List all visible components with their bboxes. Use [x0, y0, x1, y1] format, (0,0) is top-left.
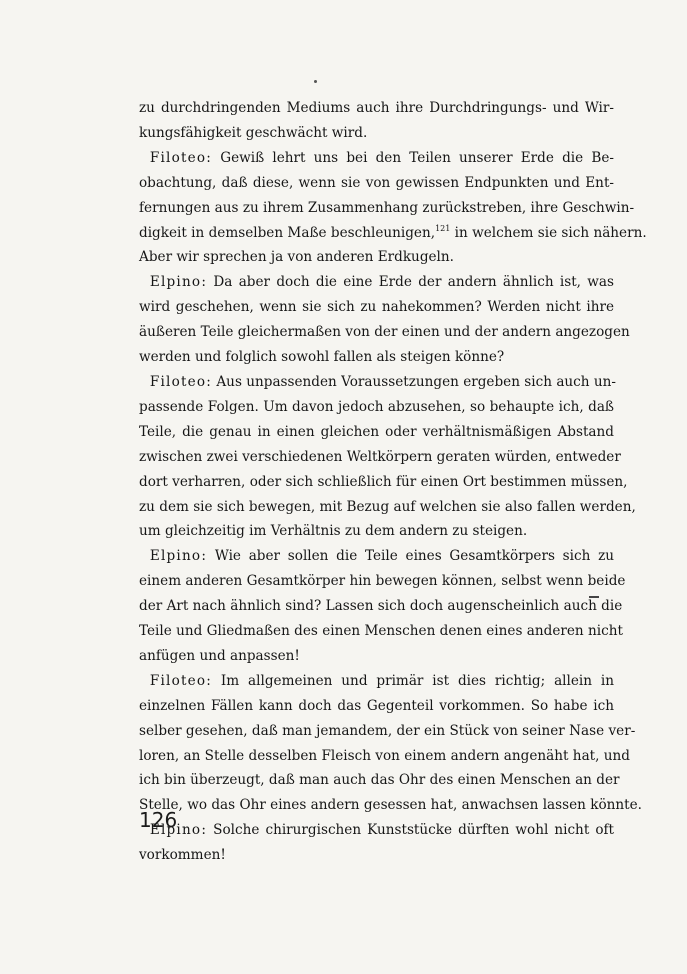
text-line: fernungen aus zu ihrem Zusammenhang zurückstreben, ihre Geschwin- [139, 199, 635, 216]
text-line [139, 221, 647, 246]
text-line: selber gesehen, daß man jemandem, der ein Stück von seiner Nase ver- [139, 722, 636, 739]
speaker-name: Elpino: [149, 274, 208, 291]
speaker-name: Elpino: [149, 548, 208, 565]
text-line: Teile, die genau in einen gleichen oder verhältnismäßigen Abstand [139, 423, 614, 440]
page-number: 126 [139, 808, 178, 832]
text-line: vorkommen! [139, 847, 226, 864]
text-line: loren, an Stelle desselben Fleisch von einem andern angenäht hat, und [139, 747, 630, 764]
text-line [139, 818, 614, 843]
text-line: kungsfähigkeit geschwächt wird. [139, 124, 368, 141]
text-fragment: in welchem sie sich nähern. [450, 224, 647, 241]
text-fragment: Wie aber sollen die Teile eines Gesamtkörpers sich zu [207, 548, 614, 565]
text-line: Aber wir sprechen ja von anderen Erdkugeln. [139, 249, 454, 266]
text-fragment: digkeit in demselben Maße beschleunigen, [139, 224, 436, 241]
text-line: um gleichzeitig im Verhältnis zu dem andern zu steigen. [139, 523, 528, 540]
text-line [139, 370, 614, 395]
text-line: zwischen zwei verschiedenen Weltkörpern geraten würden, entweder [139, 448, 621, 465]
text-line: einzelnen Fällen kann doch das Gegenteil vorkommen. So habe ich [139, 697, 614, 714]
text-fragment: Solche chirurgischen Kunststücke dürften wohl nicht oft [207, 822, 614, 839]
text-line: der Art nach ähnlich sind? Lassen sich doch augenscheinlich auch die [139, 598, 623, 615]
text-line: obachtung, daß diese, wenn sie von gewissen Endpunkten und Ent- [139, 174, 614, 191]
text-line [139, 270, 614, 295]
text-line: ich bin überzeugt, daß man auch das Ohr des einen Menschen an der [139, 772, 620, 789]
text-fragment: Gewiß lehrt uns bei den Teilen unserer Erde die Be- [212, 149, 614, 166]
paragraph-5 [139, 544, 626, 669]
paragraph-2 [139, 146, 647, 271]
ink-mark [589, 596, 599, 598]
text-fragment: Da aber doch die eine Erde der andern ähnlich ist, was [207, 274, 614, 291]
paragraph-6 [139, 669, 642, 818]
text-line: dort verharren, oder sich schließlich für einen Ort bestimmen müssen, [139, 473, 628, 490]
text-line: zu dem sie sich bewegen, mit Bezug auf welchen sie also fallen werden, [139, 498, 636, 515]
text-line: wird geschehen, wenn sie sich zu nahekommen? Werden nicht ihre [139, 299, 614, 316]
paragraph-4 [139, 370, 636, 544]
text-line: äußeren Teile gleichermaßen von der einen und der andern angezogen [139, 324, 630, 341]
body-text [139, 96, 647, 868]
text-line: passende Folgen. Um davon jedoch abzusehen, so behaupte ich, daß [139, 398, 614, 415]
speaker-name: Elpino: [149, 822, 208, 839]
footnote-ref: 121 [435, 223, 451, 233]
text-fragment: Aus unpassenden Voraussetzungen ergeben sich auch un- [212, 373, 616, 390]
page-speck [314, 80, 317, 83]
text-line [139, 146, 614, 171]
text-line: Teile und Gliedmaßen des einen Menschen denen eines anderen nicht [139, 623, 623, 640]
text-fragment: Im allgemeinen und primär ist dies richtig; allein in [212, 672, 614, 689]
speaker-name: Filoteo: [149, 149, 213, 166]
paragraph-3 [139, 270, 630, 370]
speaker-name: Filoteo: [149, 373, 213, 390]
paragraph-1 [139, 96, 614, 146]
text-line: zu durchdringenden Mediums auch ihre Durchdringungs- und Wir- [139, 100, 614, 116]
text-line: anfügen und anpassen! [139, 647, 300, 664]
speaker-name: Filoteo: [149, 672, 213, 689]
text-line: werden und folglich sowohl fallen als steigen könne? [139, 349, 505, 366]
text-line [139, 544, 614, 569]
text-line: einem anderen Gesamtkörper hin bewegen können, selbst wenn beide [139, 573, 626, 590]
text-line: Stelle, wo das Ohr eines andern gesessen hat, anwachsen lassen könnte. [139, 797, 642, 814]
text-line [139, 669, 614, 694]
paragraph-7 [139, 818, 614, 868]
